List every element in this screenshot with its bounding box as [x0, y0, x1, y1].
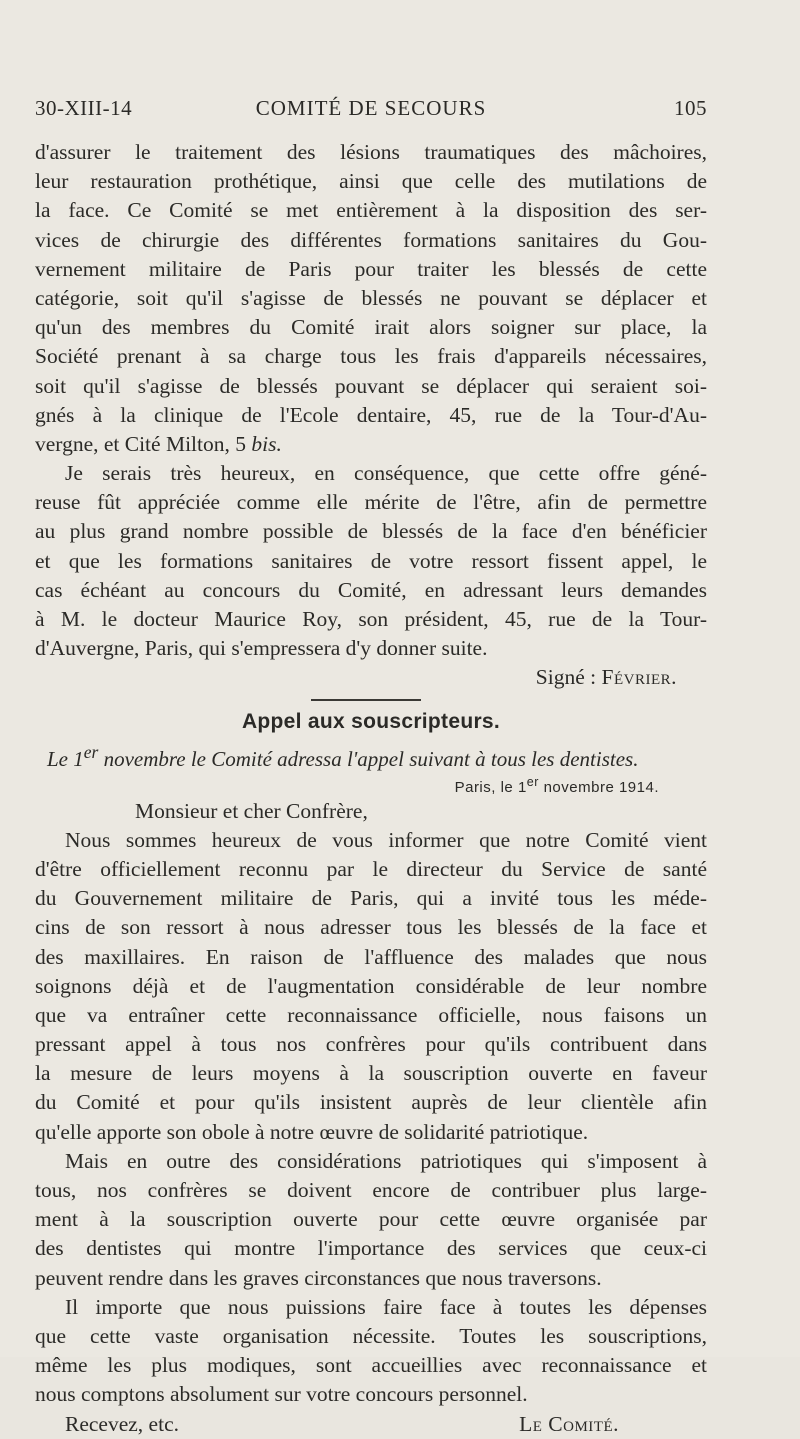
header-section-title: COMITÉ DE SECOURS — [255, 96, 487, 120]
header-issue-date: 30-XIII-14 — [35, 96, 133, 120]
text-line: même les plus modiques, sont accueillies avec reconnaissance et — [35, 1353, 707, 1378]
date-fragment: novembre 1914. — [538, 778, 659, 796]
text-line: du Comité et pour qu'ils insistent auprès de leur clientèle afin — [35, 1090, 707, 1115]
signature-name: Février. — [601, 665, 677, 690]
section-heading: Appel aux souscripteurs. — [241, 709, 501, 733]
text-line: Il importe que nous puissions faire face à toutes les dépenses — [65, 1294, 707, 1319]
text-line: Mais en outre des considérations patriotiques qui s'imposent à — [65, 1148, 707, 1173]
text-line: la mesure de leurs moyens à la souscription ouverte en faveur — [35, 1061, 707, 1086]
intro-superscript: er — [83, 741, 99, 762]
letter-closing — [35, 1410, 707, 1439]
text-fragment: vergne, et Cité Milton, 5 — [35, 431, 252, 456]
signature-line — [35, 663, 707, 692]
text-line — [35, 430, 707, 459]
text-line: d'Auvergne, Paris, qui s'empressera d'y donner suite. — [35, 636, 488, 661]
text-line: des dentistes qui montre l'importance des services que ceux-ci — [35, 1236, 707, 1261]
text-line: peuvent rendre dans les graves circonstances que nous traversons. — [35, 1265, 602, 1290]
text-line: qu'un des membres du Comité irait alors soigner sur place, la — [35, 315, 707, 340]
text-line: pressant appel à tous nos confrères pour qu'ils contribuent dans — [35, 1032, 707, 1057]
text-line: gnés à la clinique de l'Ecole dentaire, 45, rue de la Tour-d'Au- — [35, 402, 707, 427]
text-line: des maxillaires. En raison de l'affluence des malades que nous — [35, 944, 707, 969]
text-line: Société prenant à sa charge tous les frais d'appareils nécessaires, — [35, 344, 707, 369]
running-header — [35, 96, 707, 126]
text-line: reuse fût appréciée comme elle mérite de l'être, afin de permettre — [35, 490, 707, 515]
section-intro — [35, 737, 707, 771]
section-divider — [35, 693, 707, 707]
text-line: tous, nos confrères se doivent encore de contribuer plus large- — [35, 1178, 707, 1202]
text-line: Je serais très heureux, en conséquence, que cette offre géné- — [65, 461, 707, 486]
text-line: au plus grand nombre possible de blessés de la face d'en bénéficier — [35, 519, 707, 544]
text-line: que cette vaste organisation nécessite. Toutes les souscriptions, — [35, 1323, 707, 1348]
signature-prefix: Signé : — [535, 665, 602, 690]
closing-signature: Le Comité. — [519, 1411, 619, 1436]
text-line: d'assurer le traitement des lésions traumatiques des mâchoires, — [35, 140, 707, 164]
text-line: nous comptons absolument sur votre concours personnel. — [35, 1382, 528, 1407]
text-line: cas échéant au concours du Comité, en adressant leurs demandes — [35, 577, 707, 602]
text-line: leur restauration prothétique, ainsi que celle des mutilations de — [35, 169, 707, 194]
text-line: ment à la souscription ouverte pour cette œuvre organisée par — [35, 1207, 707, 1232]
intro-fragment: novembre le Comité adressa l'appel suivant à tous les dentistes. — [98, 746, 639, 771]
text-line: à M. le docteur Maurice Roy, son président, 45, rue de la Tour- — [35, 607, 707, 631]
text-line: vernement militaire de Paris pour traiter les blessés de cette — [35, 256, 707, 281]
letter-date — [35, 767, 707, 797]
text-line: que va entraîner cette reconnaissance officielle, nous faisons un — [35, 1002, 707, 1027]
text-line: catégorie, soit qu'il s'agisse de blessés ne pouvant se déplacer et — [35, 285, 707, 310]
text-line: vices de chirurgie des différentes formations sanitaires du Gou- — [35, 227, 707, 252]
letter-salutation: Monsieur et cher Confrère, — [135, 798, 368, 823]
text-line: du Gouvernement militaire de Paris, qui a invité tous les méde- — [35, 886, 707, 911]
text-line: qu'elle apporte son obole à notre œuvre de solidarité patriotique. — [35, 1119, 589, 1144]
date-superscript: er — [526, 774, 539, 789]
page-number: 105 — [674, 96, 707, 120]
text-line: et que les formations sanitaires de votre ressort fissent appel, le — [35, 548, 707, 573]
intro-fragment: Le 1 — [47, 746, 84, 771]
text-line: la face. Ce Comité se met entièrement à la disposition des ser- — [35, 198, 707, 223]
italic-fragment: bis. — [251, 431, 282, 456]
text-line: Nous sommes heureux de vous informer que notre Comité vient — [65, 827, 707, 852]
text-line: soignons déjà et de l'augmentation considérable de leur nombre — [35, 973, 707, 998]
body-text — [35, 138, 707, 1439]
text-line: soit qu'il s'agisse de blessés pouvant se déplacer qui seraient soi- — [35, 373, 707, 398]
text-line: cins de son ressort à nous adresser tous les blessés de la face et — [35, 915, 707, 940]
text-line: d'être officiellement reconnu par le directeur du Service de santé — [35, 856, 707, 881]
closing-formula: Recevez, etc. — [65, 1411, 179, 1436]
date-fragment: Paris, le 1 — [454, 778, 527, 796]
